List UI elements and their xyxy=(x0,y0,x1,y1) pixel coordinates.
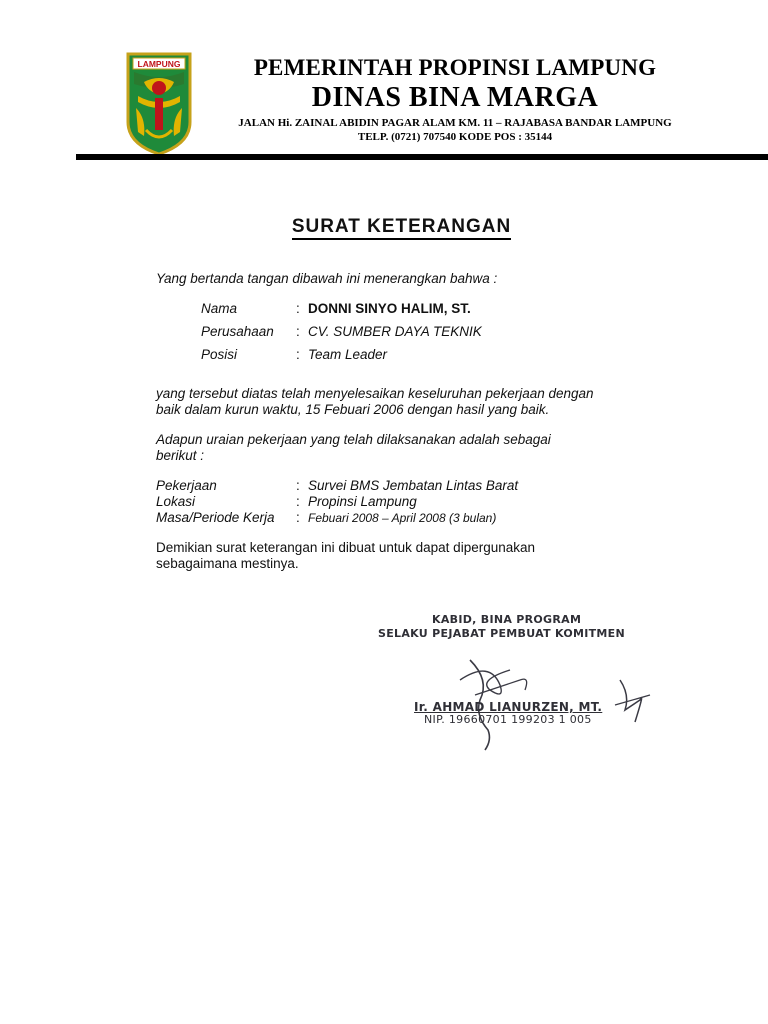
letterhead-address: JALAN Hi. ZAINAL ABIDIN PAGAR ALAM KM. 11 – RAJABASA BANDAR LAMPUNG xyxy=(238,117,672,129)
colon: : xyxy=(296,324,300,339)
work-row-job xyxy=(0,478,768,494)
work-value-period: Febuari 2008 – April 2008 (3 bulan) xyxy=(308,511,497,525)
colon: : xyxy=(296,301,300,316)
svg-text:LAMPUNG: LAMPUNG xyxy=(137,59,181,69)
closing-line2: sebagaimana mestinya. xyxy=(156,556,299,571)
document-title-text: SURAT KETERANGAN xyxy=(292,216,511,240)
person-row-name xyxy=(0,301,768,317)
signatory-position-line2: SELAKU PEJABAT PEMBUAT KOMITMEN xyxy=(378,627,625,640)
work-intro-line2: berikut : xyxy=(156,448,205,463)
completion-paragraph-line2: baik dalam kurun waktu, 15 Febuari 2006 dengan hasil yang baik. xyxy=(156,402,550,417)
person-value-name: DONNI SINYO HALIM, ST. xyxy=(308,301,471,316)
document-title xyxy=(0,216,768,238)
letterhead-agency: DINAS BINA MARGA xyxy=(311,82,599,113)
work-intro-line1: Adapun uraian pekerjaan yang telah dilaksanakan adalah sebagai xyxy=(156,432,551,447)
work-label-location: Lokasi xyxy=(156,494,196,509)
person-label-name: Nama xyxy=(201,301,238,316)
person-value-company: CV. SUMBER DAYA TEKNIK xyxy=(308,324,482,339)
work-value-job: Survei BMS Jembatan Lintas Barat xyxy=(308,478,519,493)
person-value-position: Team Leader xyxy=(308,347,388,362)
work-row-location xyxy=(0,494,768,510)
letterhead-phone: TELP. (0721) 707540 KODE POS : 35144 xyxy=(357,131,553,143)
person-label-position: Posisi xyxy=(201,347,238,362)
colon: : xyxy=(296,347,300,362)
signatory-nip: NIP. 19660701 199203 1 005 xyxy=(424,713,592,726)
letterhead-government: PEMERINTAH PROPINSI LAMPUNG xyxy=(253,55,657,80)
completion-paragraph-line1: yang tersebut diatas telah menyelesaikan keseluruhan pekerjaan dengan xyxy=(156,386,594,401)
work-row-period xyxy=(0,510,768,526)
person-row-company xyxy=(0,324,768,340)
signatory-position-line1: KABID, BINA PROGRAM xyxy=(432,613,582,626)
signatory-name: Ir. AHMAD LIANURZEN, MT. xyxy=(414,700,603,714)
colon: : xyxy=(296,510,300,525)
person-row-position xyxy=(0,347,768,363)
colon: : xyxy=(296,478,300,493)
colon: : xyxy=(296,494,300,509)
closing-line1: Demikian surat keterangan ini dibuat untuk dapat dipergunakan xyxy=(156,540,536,555)
person-label-company: Perusahaan xyxy=(201,324,274,339)
work-label-job: Pekerjaan xyxy=(156,478,217,493)
lampung-coat-of-arms-logo xyxy=(124,52,194,156)
intro-text: Yang bertanda tangan dibawah ini menerangkan bahwa : xyxy=(156,271,498,286)
work-value-location: Propinsi Lampung xyxy=(308,494,417,509)
letterhead-divider xyxy=(76,154,768,160)
work-label-period: Masa/Periode Kerja xyxy=(156,510,275,525)
letterhead xyxy=(210,54,700,144)
